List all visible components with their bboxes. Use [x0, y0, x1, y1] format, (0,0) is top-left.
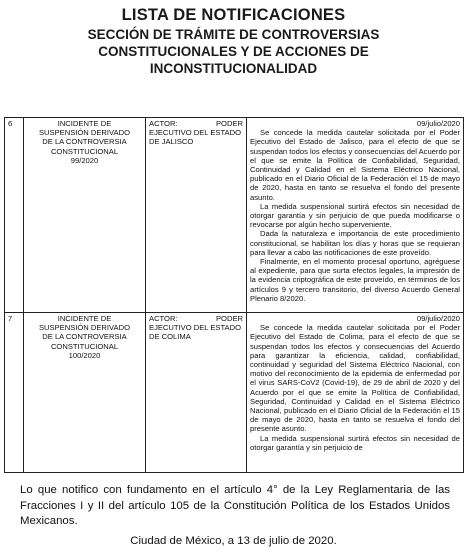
document-title: LISTA DE NOTIFICACIONES	[121, 6, 346, 24]
incident-cell	[24, 313, 146, 473]
row-number: 6	[5, 118, 24, 313]
actor-cell	[146, 313, 247, 473]
section-subtitle-line-1: SECCIÓN DE TRÁMITE DE CONTROVERSIAS	[87, 27, 380, 42]
ruling-paragraph: Dada la naturaleza e importancia de este procedimiento constitucional, se habilitan los días y horas que se requieran para llevar a cabo las notificaciones de este proveído.	[250, 229, 460, 257]
table-row	[5, 313, 464, 473]
ruling-date: 09/julio/2020	[416, 314, 460, 323]
incident-line: DE LA CONTROVERSIA	[42, 137, 127, 147]
incident-line: CONSTITUCIONAL	[50, 146, 119, 156]
actor-power: PODER	[215, 119, 243, 128]
actor-line: EJECUTIVO DEL ESTADO	[149, 323, 241, 333]
actor-line: EJECUTIVO DEL ESTADO	[149, 128, 241, 138]
actor-power: PODER	[215, 314, 243, 323]
incident-line: INCIDENTE DE	[57, 119, 112, 128]
incident-line: SUSPENSIÓN DERIVADO	[38, 323, 130, 333]
actor-line: DE JALISCO	[149, 137, 194, 147]
actor-line: DE COLIMA	[149, 332, 191, 342]
legal-basis-text: Lo que notifico con fundamento en el artículo 4° de la Ley Reglamentaria de las Fracciones I y II del artículo 105 de la Constitución Política de los Estados Unidos Mexicanos.	[20, 484, 450, 527]
incident-cell	[24, 118, 146, 313]
section-subtitle-line-3: INCONSTITUCIONALIDAD	[149, 61, 318, 76]
section-subtitle-line-2: CONSTITUCIONALES Y DE ACCIONES DE	[98, 44, 369, 59]
incident-line: INCIDENTE DE	[57, 314, 112, 323]
incident-case-number: 100/2020	[68, 350, 101, 360]
incident-case-number: 99/2020	[70, 155, 99, 165]
incident-line: CONSTITUCIONAL	[50, 341, 119, 351]
ruling-paragraph: La medida suspensional surtirá efectos sin necesidad de otorgar garantía y sin perjuicio de que pueda modificarse o revocarse por algún hecho superveniente.	[250, 201, 460, 230]
incident-line: SUSPENSIÓN DERIVADO	[38, 128, 130, 138]
incident-line: DE LA CONTROVERSIA	[42, 332, 127, 342]
ruling-cell	[247, 313, 464, 473]
ruling-paragraph: La medida suspensional surtirá efectos sin necesidad de otorgar garantía y sin perjuicio de	[250, 433, 460, 452]
actor-cell	[146, 118, 247, 313]
ruling-cell	[247, 118, 464, 313]
row-number: 7	[5, 313, 24, 473]
ruling-paragraph: Se concede la medida cautelar solicitada por el Poder Ejecutivo del Estado de Colima, para el efecto de que se suspendan todos los efectos y consecuencias del Acuerdo para garantizar la eficiencia, calidad, confiabilidad, continuidad y seguridad del Sistema Eléctrico Nacional, con motivo del reconocimiento de la epidemia de enfermedad por el virus SARS-CoV2 (Covid-19), de 29 de abril de 2020 y del Acuerdo por el que se emite la Política de Confiabilidad, Seguridad, Continuidad y Calidad en el Sistema Eléctrico Nacional, publicado en el Diario Oficial de la Federación el 15 de mayo de 2020, hasta en tanto se resuelva el fondo del presente asunto.	[250, 323, 460, 434]
ruling-paragraph: Finalmente, en el momento procesal oportuno, agréguese al expediente, para que surta efectos legales, la impresión de la evidencia criptográfica de este proveído, en términos de los artículos 9 y tercero transitorio, del diverso Acuerdo General Plenario 8/2020.	[250, 257, 460, 303]
actor-label: ACTOR:	[149, 119, 178, 128]
ruling-paragraph: Se concede la medida cautelar solicitada por el Poder Ejecutivo del Estado de Jalisco, para el efecto de que se suspendan todos los efectos y consecuencias del Acuerdo por el que se emite la Política de Confiabilidad, Seguridad, Continuidad y Calidad en el Sistema Eléctrico Nacional, publicado en el Diario Oficial de la Federación el 15 de mayo de 2020, hasta en tanto se resuelva el fondo del presente asunto.	[250, 128, 460, 202]
ruling-date: 09/julio/2020	[416, 119, 460, 128]
actor-label: ACTOR:	[149, 314, 178, 323]
table-row	[5, 118, 464, 313]
notifications-table	[4, 117, 464, 473]
place-and-date: Ciudad de México, a 13 de julio de 2020.	[130, 535, 337, 547]
